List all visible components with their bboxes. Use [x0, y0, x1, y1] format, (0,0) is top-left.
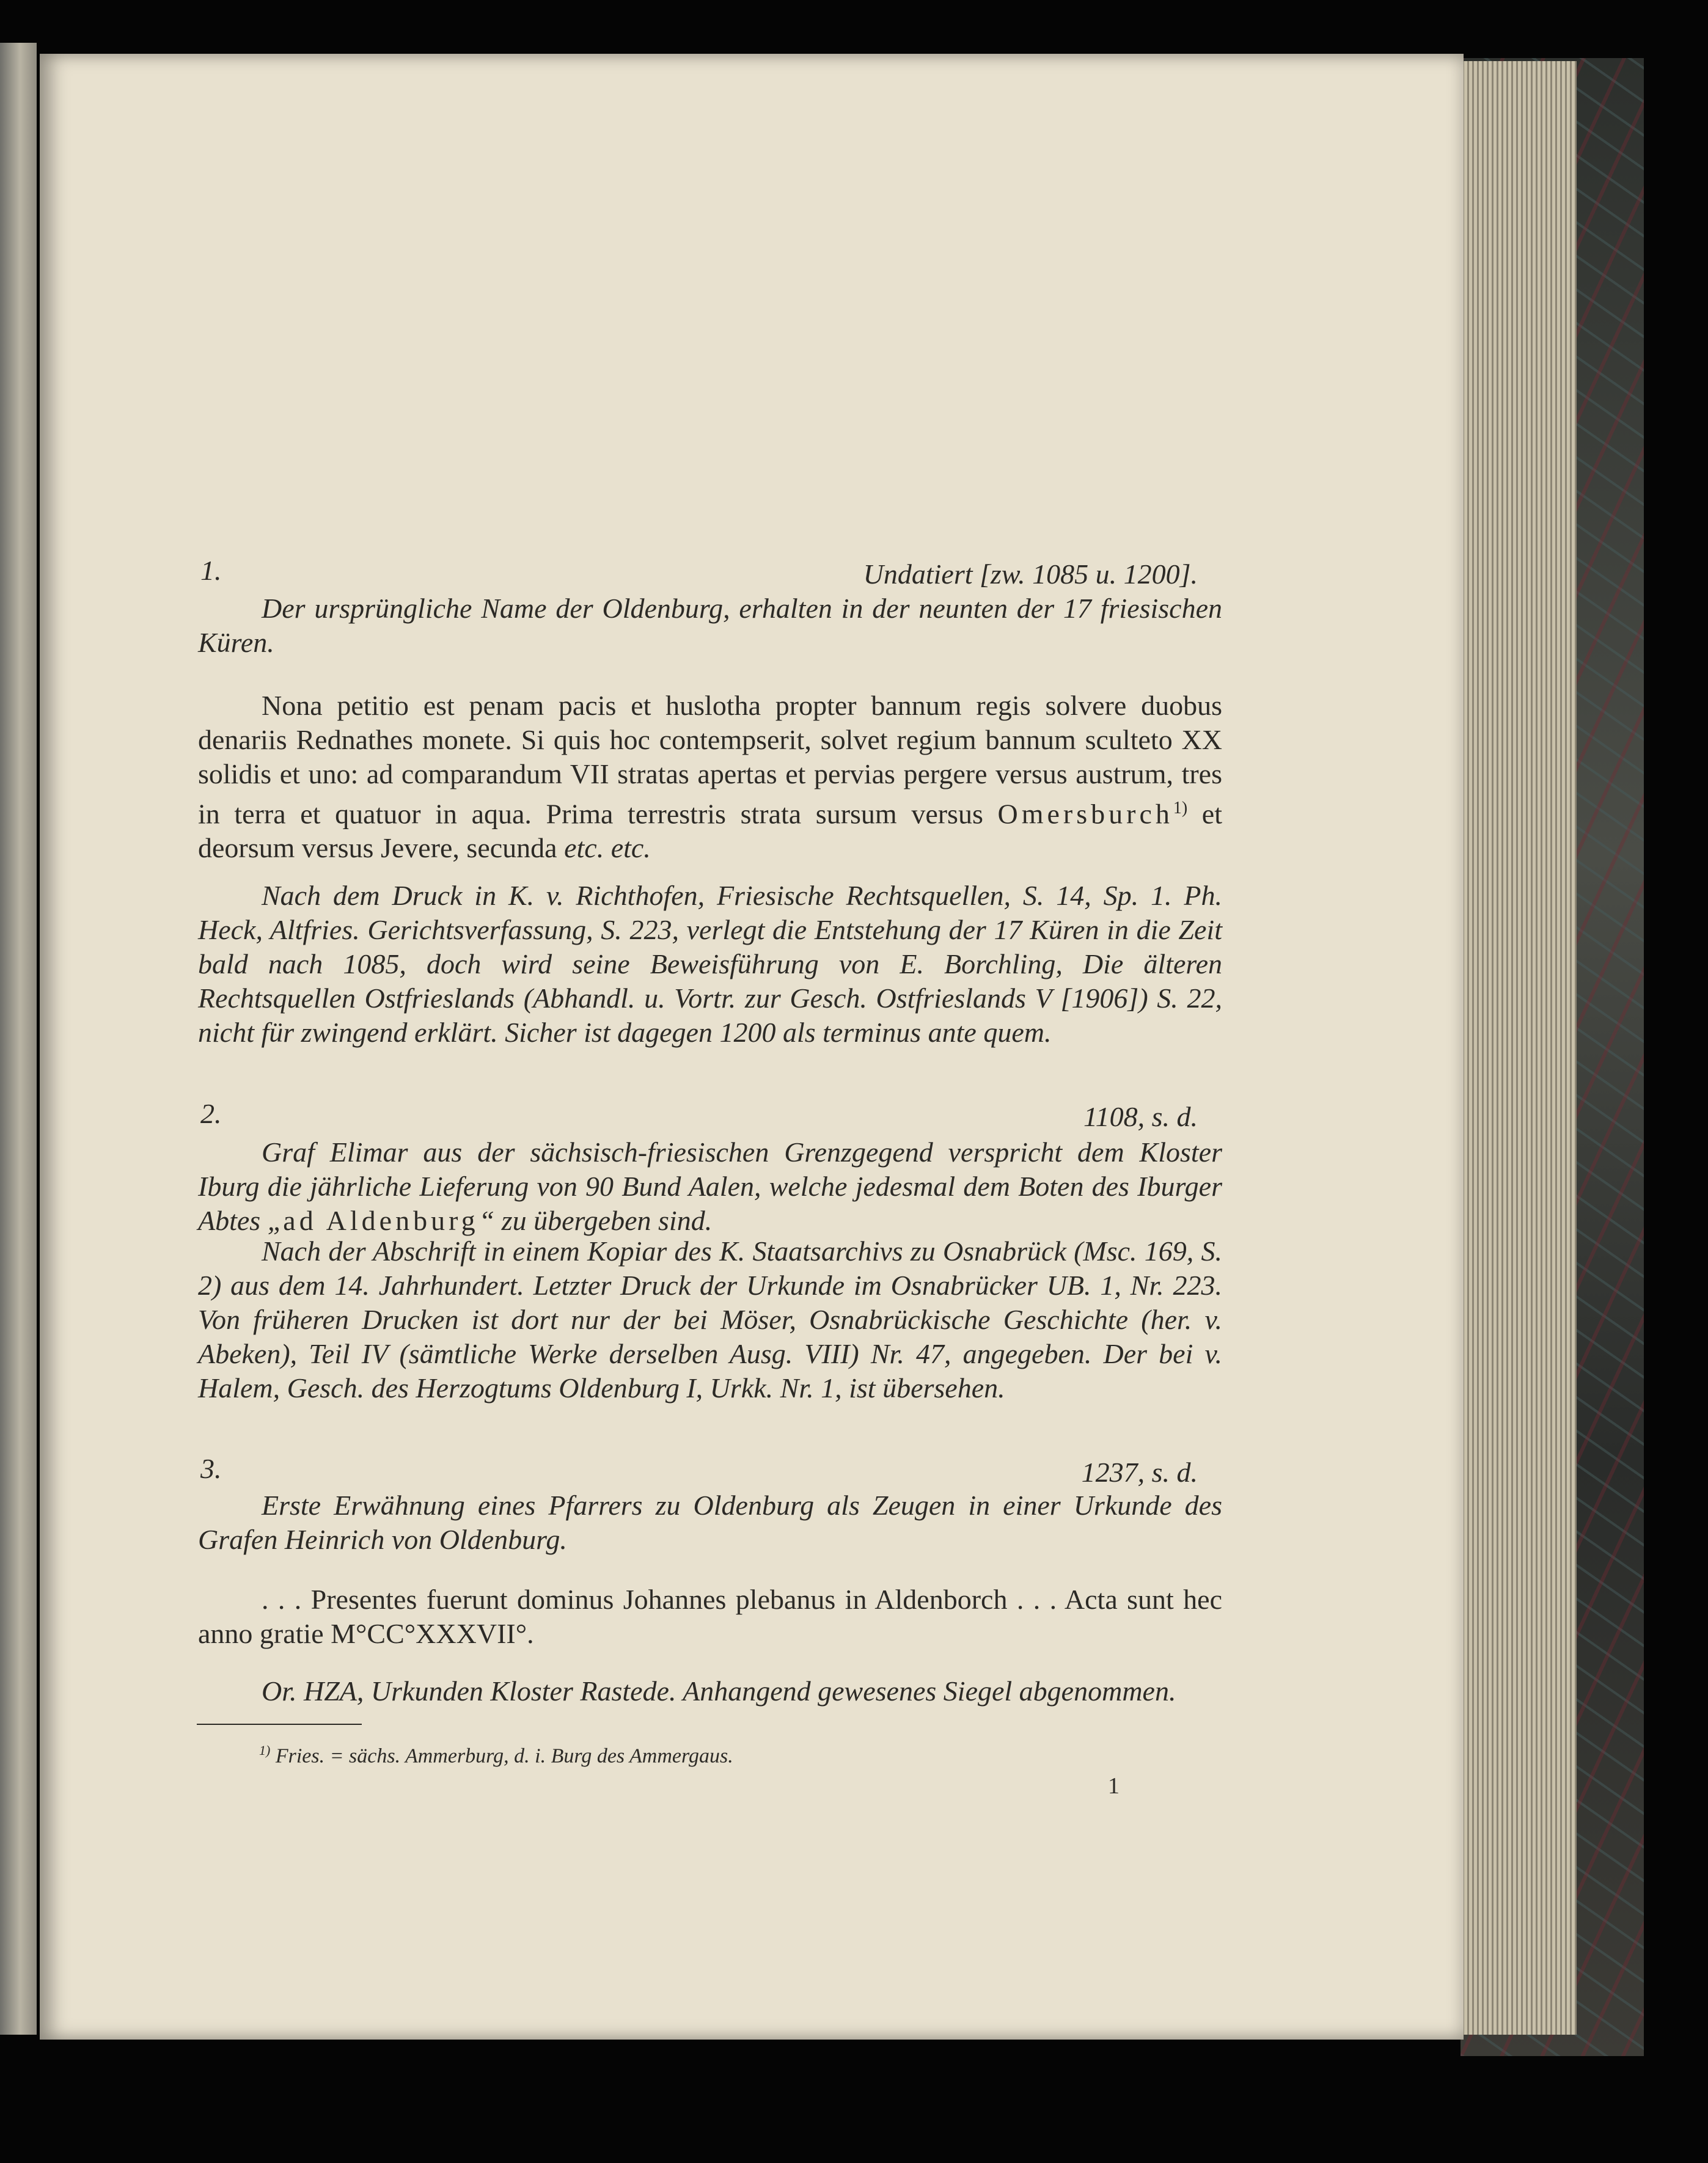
entry-3-number: 3.	[200, 1453, 222, 1484]
entry-1-etc: etc. etc.	[564, 832, 651, 864]
footnote-ref: 1)	[1173, 799, 1188, 818]
entry-1-text-after: et deorsum versus Jevere, secunda	[198, 798, 1222, 864]
entry-1-note: Nach dem Druck in K. v. Richthofen, Friesische Rechtsquellen, S. 14, Sp. 1. Ph. Heck, Altfries. Gerichtsverfassung, S. 223, verlegt die Entstehung der 17 Küren in die Zeit bald nach 1085, doch wird seine Beweisführung von E. Borchling, Die älteren Rechtsquellen Ostfrieslands (Abhandl. u. Vortr. zur Gesch. Ostfrieslands V [1906]) S. 22, nicht für zwingend erklärt. Sicher ist dagegen 1200 als terminus ante quem.	[198, 880, 1222, 1048]
entry-2-date: 1108, s. d.	[1083, 1101, 1198, 1132]
entry-2-note: Nach der Abschrift in einem Kopiar des K. Staatsarchivs zu Osnabrück (Msc. 169, S. 2) aus dem 14. Jahrhundert. Letzter Druck der Urkunde im Osnabrücker UB. 1, Nr. 223. Von früheren Drucken ist dort nur der bei Möser, Osnabrückische Geschichte (her. v. Abeken), Teil IV (sämtliche Werke derselben Ausg. VIII) Nr. 47, angegeben. Der bei v. Halem, Gesch. des Herzogtums Oldenburg I, Urkk. Nr. 1, ist übersehen.	[198, 1235, 1222, 1404]
entry-1-number: 1.	[200, 555, 222, 586]
entry-1-date: Undatiert [zw. 1085 u. 1200].	[863, 558, 1198, 590]
left-page-edge	[0, 43, 37, 2035]
entry-3-note: Or. HZA, Urkunden Kloster Rastede. Anhangend gewesenes Siegel abgenommen.	[262, 1675, 1176, 1707]
footnote-mark: 1)	[259, 1743, 271, 1758]
entry-3-text: . . . Presentes fuerunt dominus Johannes plebanus in Aldenborch . . . Acta sunt hec anno gratie M°CC°XXXVII°.	[198, 1584, 1222, 1649]
footnote-text: Fries. = sächs. Ammerburg, d. i. Burg des Ammergaus.	[275, 1744, 733, 1768]
footnote-rule	[197, 1724, 362, 1725]
entry-2-heading-spaced: ad Aldenburg	[283, 1205, 479, 1236]
entry-2-heading	[198, 1135, 1222, 1238]
page-number: 1	[1108, 1773, 1120, 1799]
entry-2-heading-after: “ zu übergeben sind.	[478, 1205, 713, 1236]
entry-3-heading: Erste Erwähnung eines Pfarrers zu Oldenburg als Zeugen in einer Urkunde des Grafen Heinrich von Oldenburg.	[198, 1490, 1222, 1555]
entry-1-heading: Der ursprüngliche Name der Oldenburg, erhalten in der neunten der 17 friesischen Küren.	[198, 593, 1222, 658]
page-stack-edges	[1454, 61, 1577, 2035]
entry-3-date: 1237, s. d.	[1081, 1457, 1198, 1488]
entry-1-spaced-name: Omersburch	[997, 798, 1173, 830]
entry-2-heading-before: Graf Elimar aus der sächsisch-friesischen Grenzgegend verspricht dem Kloster Iburg die jährliche Lieferung von 90 Bund Aalen, welche jedesmal dem Boten des Iburger Abtes „	[198, 1136, 1222, 1236]
footnote	[259, 1738, 1176, 1768]
entry-1-text	[198, 689, 1222, 865]
entry-1-text-before: Nona petitio est penam pacis et huslotha propter bannum regis solvere duobus denariis Rednathes monete. Si quis hoc contempserit, solvet regium bannum sculteto XX solidis et uno: ad comparandum VII stratas apertas et pervias pergere versus austrum, tres in terra et quatuor in aqua. Prima terrestris strata sursum versus	[198, 690, 1222, 830]
entry-2-number: 2.	[200, 1098, 222, 1129]
